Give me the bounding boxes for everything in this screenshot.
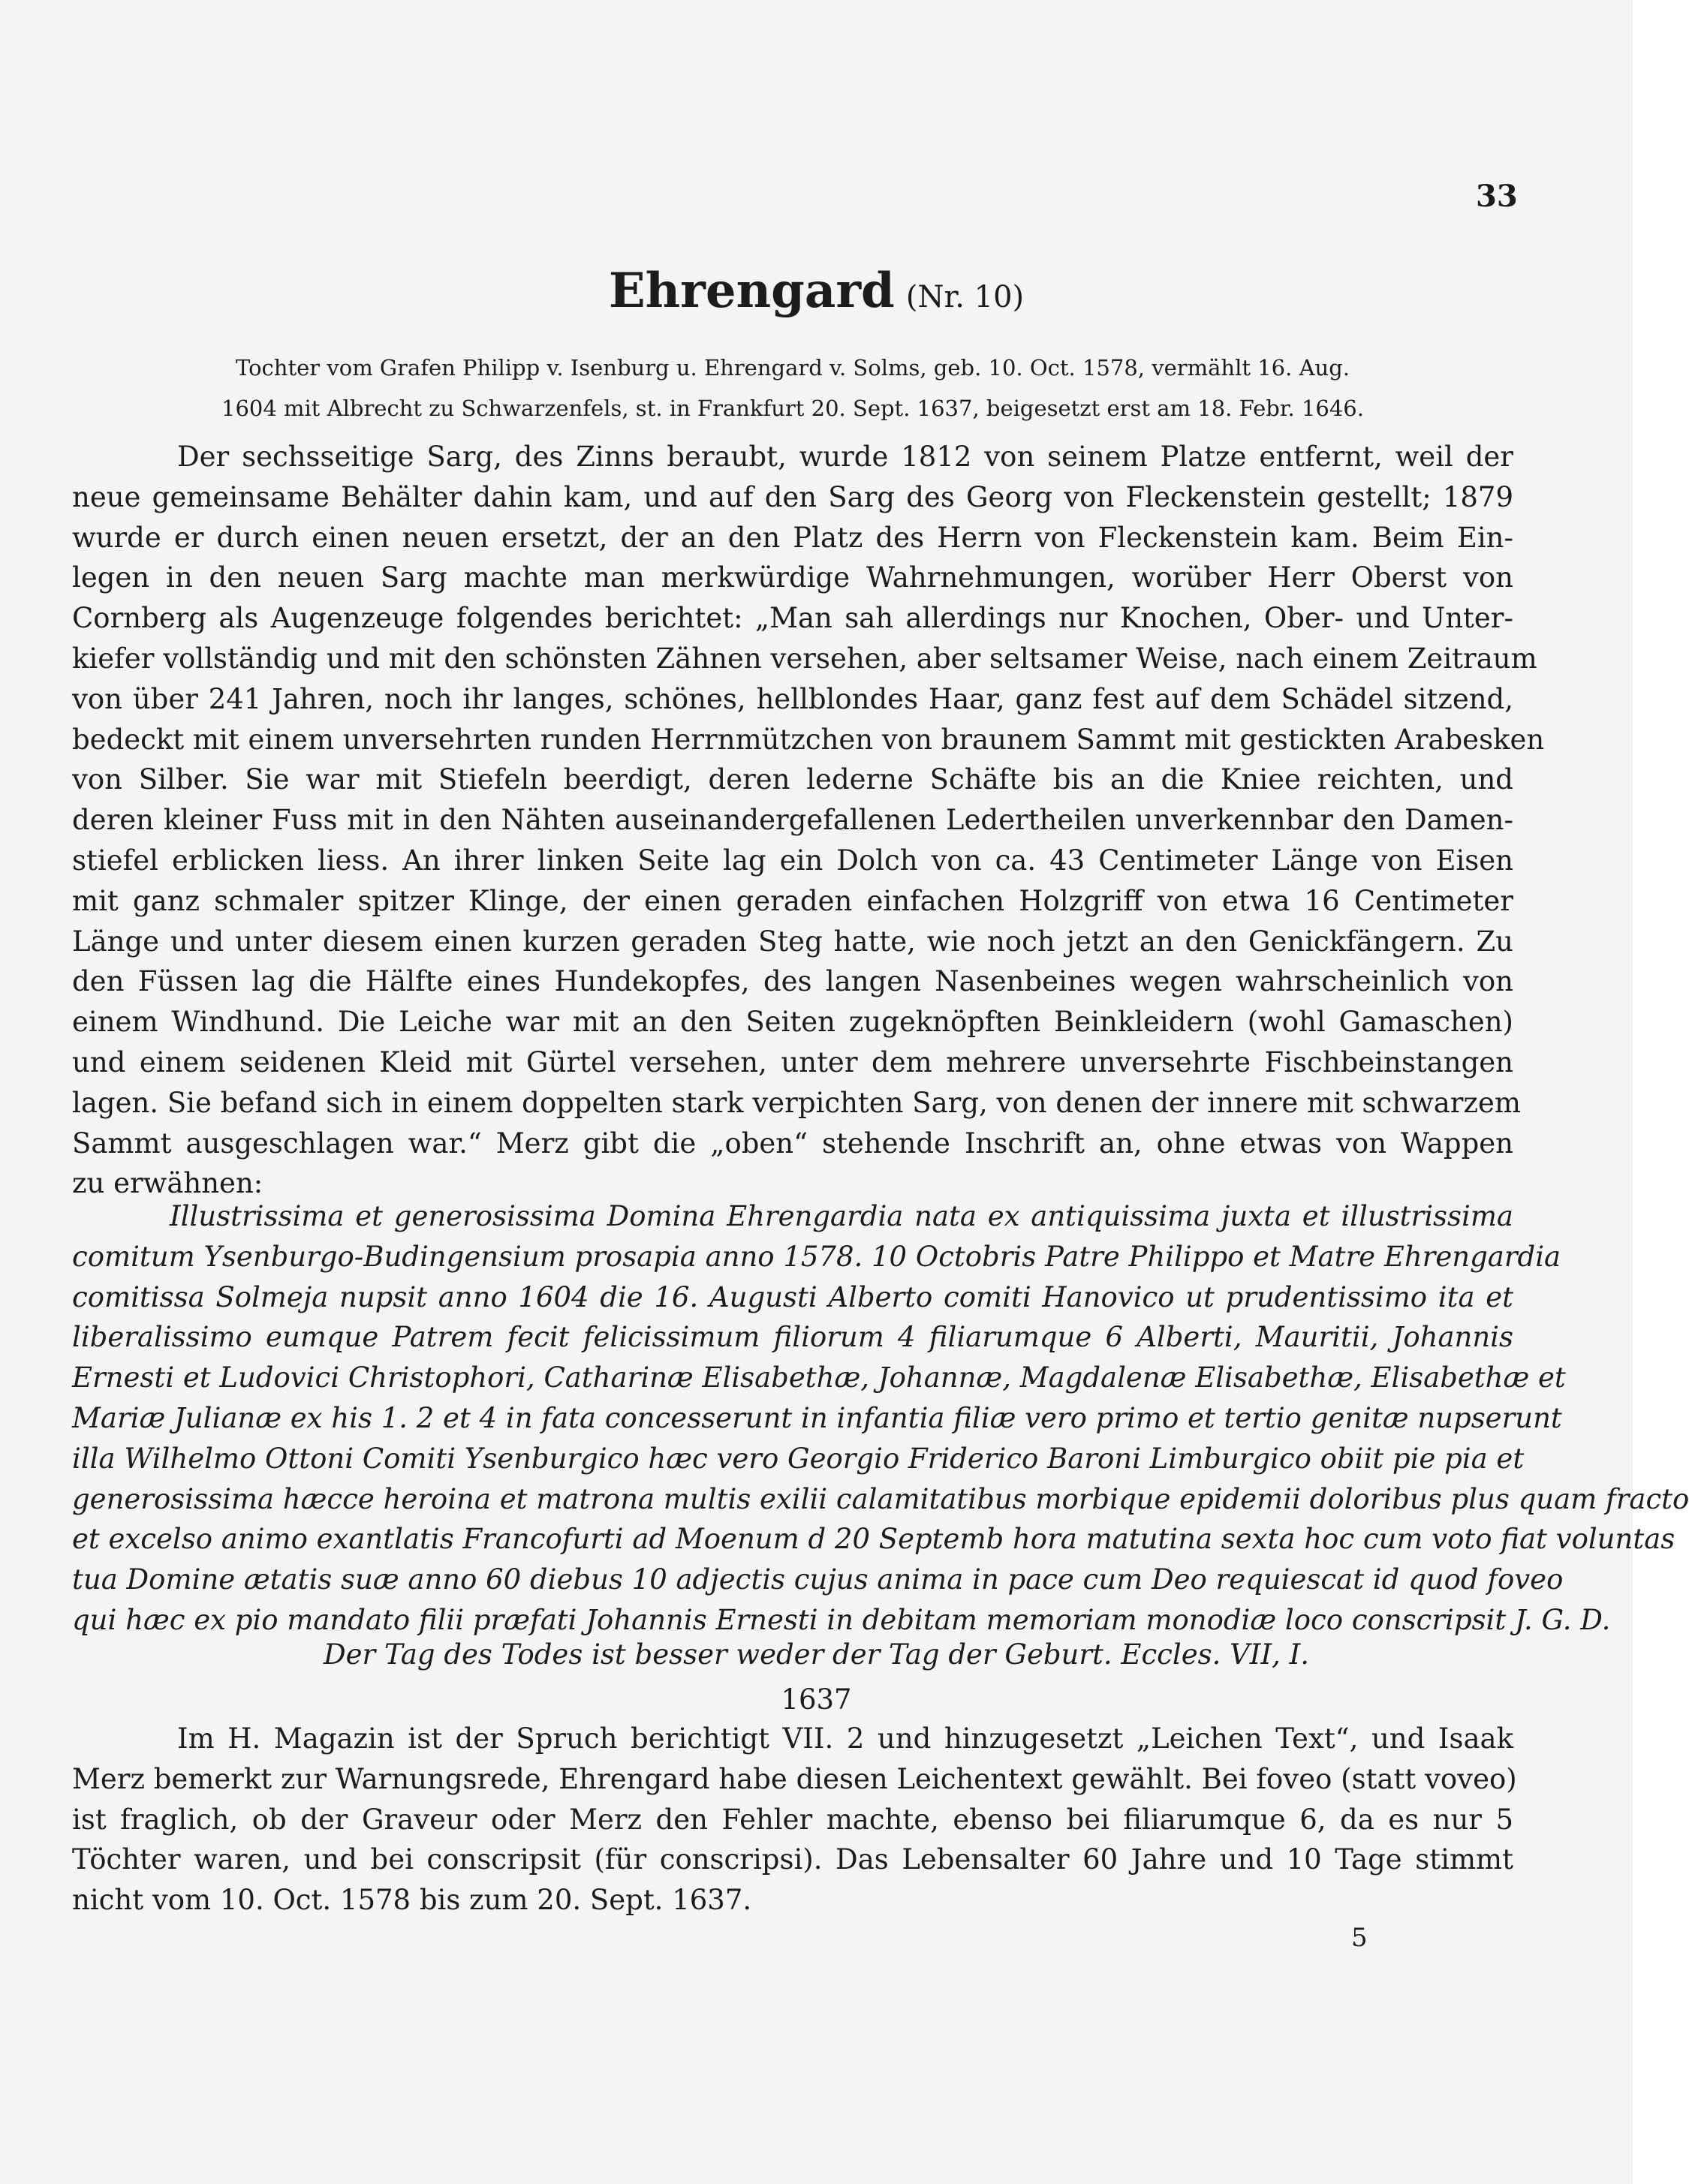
text-line: von über 241 Jahren, noch ihr langes, schönes, hellblondes Haar, ganz fest auf dem Schädel sitzend, xyxy=(72,682,1513,715)
text-line: Im H. Magazin ist der Spruch berichtigt VII. 2 und hinzugesetzt „Leichen Text“, und Isaak xyxy=(177,1722,1513,1755)
text-line: ist fraglich, ob der Graveur oder Merz den Fehler machte, ebenso bei filiarumque 6, da es nur 5 xyxy=(72,1803,1513,1836)
text-line: den Füssen lag die Hälfte eines Hundekopfes, des langen Nasenbeines wegen wahrscheinlich von xyxy=(72,965,1513,998)
inscription-line: tua Domine ætatis suæ anno 60 diebus 10 adjectis cujus anima in pace cum Deo requiescat id quod foveo xyxy=(72,1563,1564,1596)
text-line: Der sechsseitige Sarg, des Zinns beraubt, wurde 1812 von seinem Platze entfernt, weil der xyxy=(177,441,1513,473)
inscription-line: illa Wilhelmo Ottoni Comiti Ysenburgico hæc vero Georgio Friderico Baroni Limburgico obiit pie pia et xyxy=(72,1442,1525,1475)
text-line: nicht vom 10. Oct. 1578 bis zum 20. Sept. 1637. xyxy=(72,1884,752,1917)
text-line: lagen. Sie befand sich in einem doppelten stark verpichten Sarg, von denen der innere mit schwarzem xyxy=(72,1086,1521,1119)
inscription-line: generosissima hæcce heroina et matrona multis exilii calamitatibus morbique epidemii doloribus plus quam fracto xyxy=(72,1482,1689,1515)
page-number: 33 xyxy=(1476,179,1518,214)
section-heading xyxy=(0,263,1633,319)
text-line: Merz bemerkt zur Warnungsrede, Ehrengard habe diesen Leichentext gewählt. Bei foveo (statt voveo) xyxy=(72,1762,1517,1795)
heading-number: (Nr. 10) xyxy=(905,280,1025,314)
body-paragraph-1 xyxy=(72,437,1545,1204)
text-line: von Silber. Sie war mit Stiefeln beerdigt, deren lederne Schäfte bis an die Kniee reichten, und xyxy=(72,763,1513,796)
body-paragraph-2 xyxy=(72,1719,1517,1921)
text-line: legen in den neuen Sarg machte man merkwürdige Wahrnehmungen, worüber Herr Oberst von xyxy=(72,561,1513,594)
inscription-line: comitissa Solmeja nupsit anno 1604 die 16. Augusti Alberto comiti Hanovico ut prudentissimo ita et xyxy=(72,1280,1513,1313)
text-line: deren kleiner Fuss mit in den Nähten auseinandergefallenen Ledertheilen unverkennbar den Damen- xyxy=(72,804,1513,837)
inscription-line: qui hæc ex pio mandato filii præfati Johannis Ernesti in debitam memoriam monodiæ loco conscripsit J. G. D. xyxy=(72,1603,1611,1636)
text-line: wurde er durch einen neuen ersetzt, der an den Platz des Herrn von Fleckenstein kam. Beim Ein- xyxy=(72,521,1513,554)
heading-name: Ehrengard xyxy=(608,263,895,319)
subtitle-line: Tochter vom Grafen Philipp v. Isenburg u. Ehrengard v. Solms, geb. 10. Oct. 1578, vermählt 16. Aug. xyxy=(236,355,1350,381)
text-line: Töchter waren, und bei conscripsit (für conscripsi). Das Lebensalter 60 Jahre und 10 Tage stimmt xyxy=(72,1843,1513,1876)
text-line: Länge und unter diesem einen kurzen geraden Steg hatte, wie noch jetzt an den Genickfängern. Zu xyxy=(72,925,1513,958)
inscription-line: Ernesti et Ludovici Christophori, Catharinæ Elisabethæ, Johannæ, Magdalenæ Elisabethæ, Elisabethæ et xyxy=(72,1361,1566,1394)
text-line: Cornberg als Augenzeuge folgendes berichtet: „Man sah allerdings nur Knochen, Ober- und Unter- xyxy=(72,602,1513,635)
text-line: einem Windhund. Die Leiche war mit an den Seiten zugeknöpften Beinkleidern (wohl Gamaschen) xyxy=(72,1006,1513,1039)
text-line: kiefer vollständig und mit den schönsten Zähnen versehen, aber seltsamer Weise, nach einem Zeitraum xyxy=(72,642,1537,675)
signature-mark: 5 xyxy=(1351,1923,1368,1953)
inscription-line: liberalissimo eumque Patrem fecit felicissimum filiorum 4 filiarumque 6 Alberti, Mauritii, Johannis xyxy=(72,1321,1513,1354)
inscription-line: et excelso animo exantlatis Francofurti ad Moenum d 20 Septemb hora matutina sexta hoc cum voto fiat voluntas xyxy=(72,1523,1675,1556)
inscription-line: comitum Ysenburgo-Budingensium prosapia anno 1578. 10 Octobris Patre Philippo et Matre Ehrengardia xyxy=(72,1240,1561,1273)
inscription-year: 1637 xyxy=(781,1683,852,1716)
subtitle-line: 1604 mit Albrecht zu Schwarzenfels, st. in Frankfurt 20. Sept. 1637, beigesetzt erst am 18. Febr. 1646. xyxy=(221,396,1364,421)
text-line: zu erwähnen: xyxy=(72,1167,263,1200)
inscription-motto: Der Tag des Todes ist besser weder der Tag der Geburt. Eccles. VII, I. xyxy=(324,1638,1309,1671)
inscription-line: Mariæ Julianæ ex his 1. 2 et 4 in fata concesserunt in infantia filiæ vero primo et tertio genitæ nupserunt xyxy=(72,1401,1562,1434)
text-line: Sammt ausgeschlagen war.“ Merz gibt die „oben“ stehende Inschrift an, ohne etwas von Wappen xyxy=(72,1127,1513,1160)
text-line: mit ganz schmaler spitzer Klinge, der einen geraden einfachen Holzgriff von etwa 16 Centimeter xyxy=(72,884,1513,917)
inscription-line: Illustrissima et generosissima Domina Ehrengardia nata ex antiquissima juxta et illustrissima xyxy=(170,1200,1513,1232)
text-line: und einem seidenen Kleid mit Gürtel versehen, unter dem mehrere unversehrte Fischbeinstangen xyxy=(72,1045,1513,1078)
latin-inscription xyxy=(72,1196,1689,1641)
text-line: bedeckt mit einem unversehrten runden Herrnmützchen von braunem Sammt mit gestickten Arabesken xyxy=(72,723,1545,756)
text-line: stiefel erblicken liess. An ihrer linken Seite lag ein Dolch von ca. 43 Centimeter Länge von Eisen xyxy=(72,844,1513,877)
text-line: neue gemeinsame Behälter dahin kam, und auf den Sarg des Georg von Fleckenstein gestellt; 1879 xyxy=(72,480,1513,513)
